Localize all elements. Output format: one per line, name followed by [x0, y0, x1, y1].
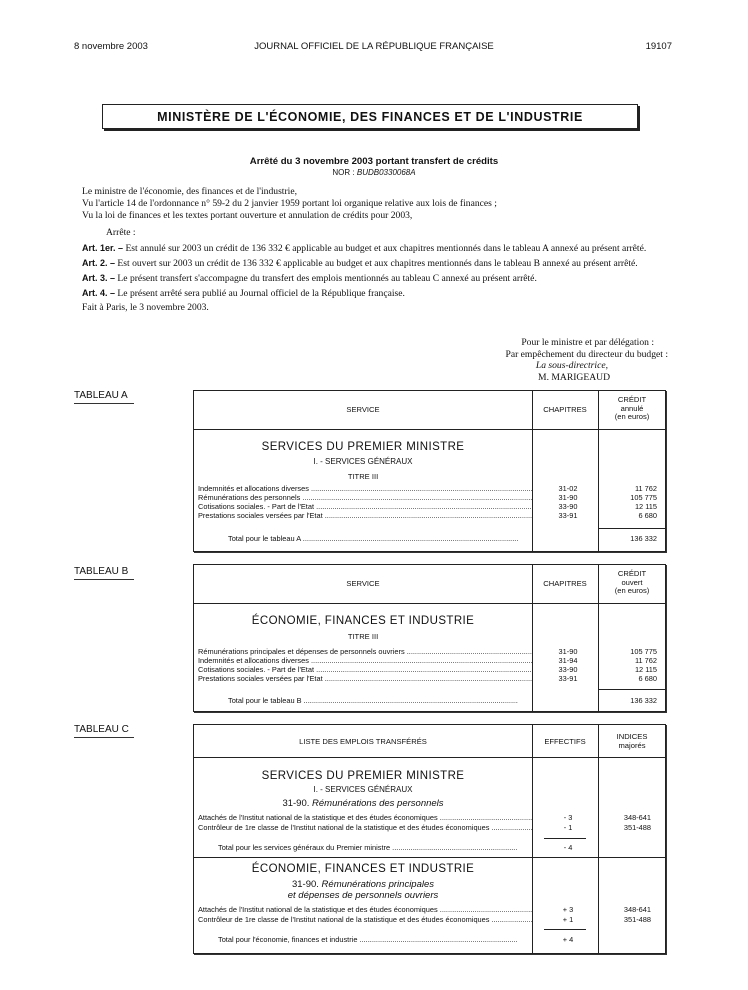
header-journal: JOURNAL OFFICIEL DE LA RÉPUBLIQUE FRANÇAISE: [254, 41, 494, 52]
subsection-title: I. - SERVICES GÉNÉRAUX: [313, 785, 413, 794]
table-row: [194, 656, 665, 665]
article-3: [82, 272, 668, 285]
article-text: Le présent transfert s'accompagne du transfert des emplois mentionnés au tableau C annexé au présent arrêté.: [117, 273, 537, 284]
tableau-a-label: TABLEAU A: [74, 390, 134, 404]
signature-line: Pour le ministre et par délégation :: [521, 337, 654, 348]
tableau-b: [193, 564, 666, 712]
preamble-line: Vu l'article 14 de l'ordonnance n° 59-2 du 2 janvier 1959 portant loi organique relative aux lois de finances ;: [82, 198, 497, 209]
credit-line: (en euros): [614, 586, 650, 595]
row-effectif: - 1: [563, 823, 573, 832]
col-header-credit: [598, 570, 666, 596]
total-row: [194, 935, 665, 944]
row-chapitre: 33-91: [558, 674, 578, 683]
row-chapitre: 33-90: [558, 502, 578, 511]
row-chapitre: 31-02: [558, 484, 578, 493]
signature-title: La sous-directrice,: [535, 360, 608, 371]
row-label: Contrôleur de 1re classe de l'Institut national de la statistique et des études économiques .....: [198, 823, 532, 832]
header-page-number: 19107: [645, 41, 672, 52]
total-effectif: - 4: [563, 843, 573, 852]
col-header-liste: LISTE DES EMPLOIS TRANSFÉRÉS: [299, 737, 427, 746]
total-effectif: + 4: [562, 935, 574, 944]
tableau-a: [193, 390, 666, 552]
preamble-line: Le ministre de l'économie, des finances et de l'industrie,: [82, 186, 297, 197]
article-text: Le présent arrêté sera publié au Journal officiel de la République française.: [117, 288, 405, 299]
row-label: Indemnités et allocations diverses .....: [198, 484, 532, 493]
signature-name: M. MARIGEAUD: [538, 371, 610, 383]
total-row: [194, 534, 665, 543]
row-indice: 351-488: [623, 915, 651, 924]
row-label: Prestations sociales versées par l'Etat .....: [198, 674, 532, 683]
article-4: [82, 287, 668, 300]
chapter-title: [194, 879, 532, 890]
row-effectif: - 3: [563, 813, 573, 822]
article-text: Est ouvert sur 2003 un crédit de 136 332 € applicable au budget et aux chapitres mentionnés dans le tableau B annexé au présent arrêté.: [117, 258, 638, 269]
row-value: 6 680: [638, 674, 657, 683]
row-label: Cotisations sociales. - Part de l'Etat .....: [198, 502, 532, 511]
arrete-word: Arrête :: [106, 227, 136, 238]
signature-block: [440, 337, 668, 383]
nor-label: NOR :: [332, 168, 355, 177]
titre-label: TITRE III: [347, 472, 379, 481]
total-value: 136 332: [630, 534, 657, 543]
table-row: [194, 905, 665, 914]
row-label: Attachés de l'Institut national de la statistique et des études économiques .....: [198, 813, 532, 822]
row-chapitre: 33-91: [558, 511, 578, 520]
row-value: 12 115: [634, 665, 657, 674]
row-value: 105 775: [630, 493, 657, 502]
titre-label: TITRE III: [347, 632, 379, 641]
credit-line: CRÉDIT: [617, 395, 647, 404]
row-indice: 351-488: [623, 823, 651, 832]
total-label: Total pour le tableau B .....: [228, 696, 518, 705]
col-header-service: SERVICE: [346, 405, 380, 414]
col-header-service: SERVICE: [346, 579, 380, 588]
table-row: [194, 813, 665, 822]
table-row: [194, 915, 665, 924]
table-row: [194, 484, 665, 493]
signature-line: Par empêchement du directeur du budget :: [505, 348, 668, 360]
section-title: SERVICES DU PREMIER MINISTRE: [261, 770, 465, 782]
preamble: [82, 186, 668, 239]
indices-line: INDICES: [616, 732, 648, 741]
article-label: Art. 1er. –: [82, 243, 124, 253]
row-label: Rémunérations principales et dépenses de personnels ouvriers .....: [198, 647, 532, 656]
col-header-effectifs: EFFECTIFS: [544, 737, 586, 746]
table-row: [194, 823, 665, 832]
tableau-c-label: TABLEAU C: [74, 724, 134, 738]
arrete-title: Arrêté du 3 novembre 2003 portant transfert de crédits: [249, 156, 499, 167]
row-effectif: + 3: [562, 905, 574, 914]
subsection-title: I. - SERVICES GÉNÉRAUX: [313, 457, 413, 466]
chapter-number: 31-90.: [291, 879, 319, 890]
table-row: [194, 674, 665, 683]
article-text: Est annulé sur 2003 un crédit de 136 332 € applicable au budget et aux chapitres mentionnés dans le tableau A annexé au présent arrêté.: [125, 243, 647, 254]
col-header-chapitres: CHAPITRES: [543, 405, 587, 414]
col-header-indices: [598, 732, 666, 750]
section-title: SERVICES DU PREMIER MINISTRE: [261, 441, 465, 453]
table-row: [194, 493, 665, 502]
ministry-heading: MINISTÈRE DE L'ÉCONOMIE, DES FINANCES ET DE L'INDUSTRIE: [102, 104, 638, 129]
chapter-number: 31-90.: [282, 798, 310, 809]
row-label: Attachés de l'Institut national de la statistique et des études économiques .....: [198, 905, 532, 914]
table-row: [194, 511, 665, 520]
row-label: Rémunérations des personnels .....: [198, 493, 532, 502]
indices-line: majorés: [618, 741, 646, 750]
article-1: [82, 242, 668, 255]
section-title: ÉCONOMIE, FINANCES ET INDUSTRIE: [251, 863, 475, 875]
row-label: Cotisations sociales. - Part de l'Etat .....: [198, 665, 532, 674]
col-header-credit: [598, 396, 666, 422]
tableau-b-label: TABLEAU B: [74, 566, 134, 580]
total-row: [194, 696, 665, 705]
total-row: [194, 843, 665, 852]
row-label: Indemnités et allocations diverses .....: [198, 656, 532, 665]
header-date: 8 novembre 2003: [74, 41, 148, 52]
total-label: Total pour les services généraux du Premier ministre .....: [218, 843, 518, 852]
row-indice: 348-641: [623, 813, 651, 822]
credit-line: ouvert: [621, 577, 643, 587]
row-chapitre: 31-90: [558, 647, 578, 656]
row-value: 11 762: [634, 656, 657, 665]
row-chapitre: 33-90: [558, 665, 578, 674]
table-row: [194, 665, 665, 674]
articles: [82, 242, 668, 314]
row-effectif: + 1: [562, 915, 574, 924]
credit-line: (en euros): [614, 412, 650, 421]
article-label: Art. 2. –: [82, 258, 116, 268]
row-chapitre: 31-94: [558, 656, 578, 665]
preamble-line: Vu la loi de finances et les textes portant ouverture et annulation de crédits pour 2003,: [82, 210, 413, 221]
table-row: [194, 647, 665, 656]
row-value: 11 762: [634, 484, 657, 493]
row-label: Prestations sociales versées par l'Etat .....: [198, 511, 532, 520]
chapter-name: Rémunérations principales: [321, 879, 435, 890]
total-value: 136 332: [630, 696, 657, 705]
credit-line: CRÉDIT: [617, 569, 647, 578]
chapter-title: [194, 798, 532, 809]
row-value: 12 115: [634, 502, 657, 511]
chapter-name: Rémunérations des personnels: [312, 798, 444, 809]
row-value: 6 680: [638, 511, 657, 520]
total-label: Total pour le tableau A .....: [228, 534, 518, 543]
row-chapitre: 31-90: [558, 493, 578, 502]
article-label: Art. 3. –: [82, 273, 116, 283]
fait-line: Fait à Paris, le 3 novembre 2003.: [82, 302, 209, 313]
credit-line: annulé: [620, 403, 644, 413]
article-2: [82, 257, 668, 270]
article-label: Art. 4. –: [82, 288, 116, 298]
row-value: 105 775: [630, 647, 657, 656]
chapter-name-continued: et dépenses de personnels ouvriers: [287, 890, 439, 901]
row-indice: 348-641: [623, 905, 651, 914]
nor-code: BUDB0330068A: [356, 168, 416, 177]
col-header-chapitres: CHAPITRES: [543, 579, 587, 588]
table-row: [194, 502, 665, 511]
tableau-c: [193, 724, 666, 954]
nor-line: [0, 168, 748, 177]
total-label: Total pour l'économie, finances et industrie .....: [218, 935, 518, 944]
row-label: Contrôleur de 1re classe de l'Institut national de la statistique et des études économiques .....: [198, 915, 532, 924]
section-title: ÉCONOMIE, FINANCES ET INDUSTRIE: [251, 615, 475, 627]
